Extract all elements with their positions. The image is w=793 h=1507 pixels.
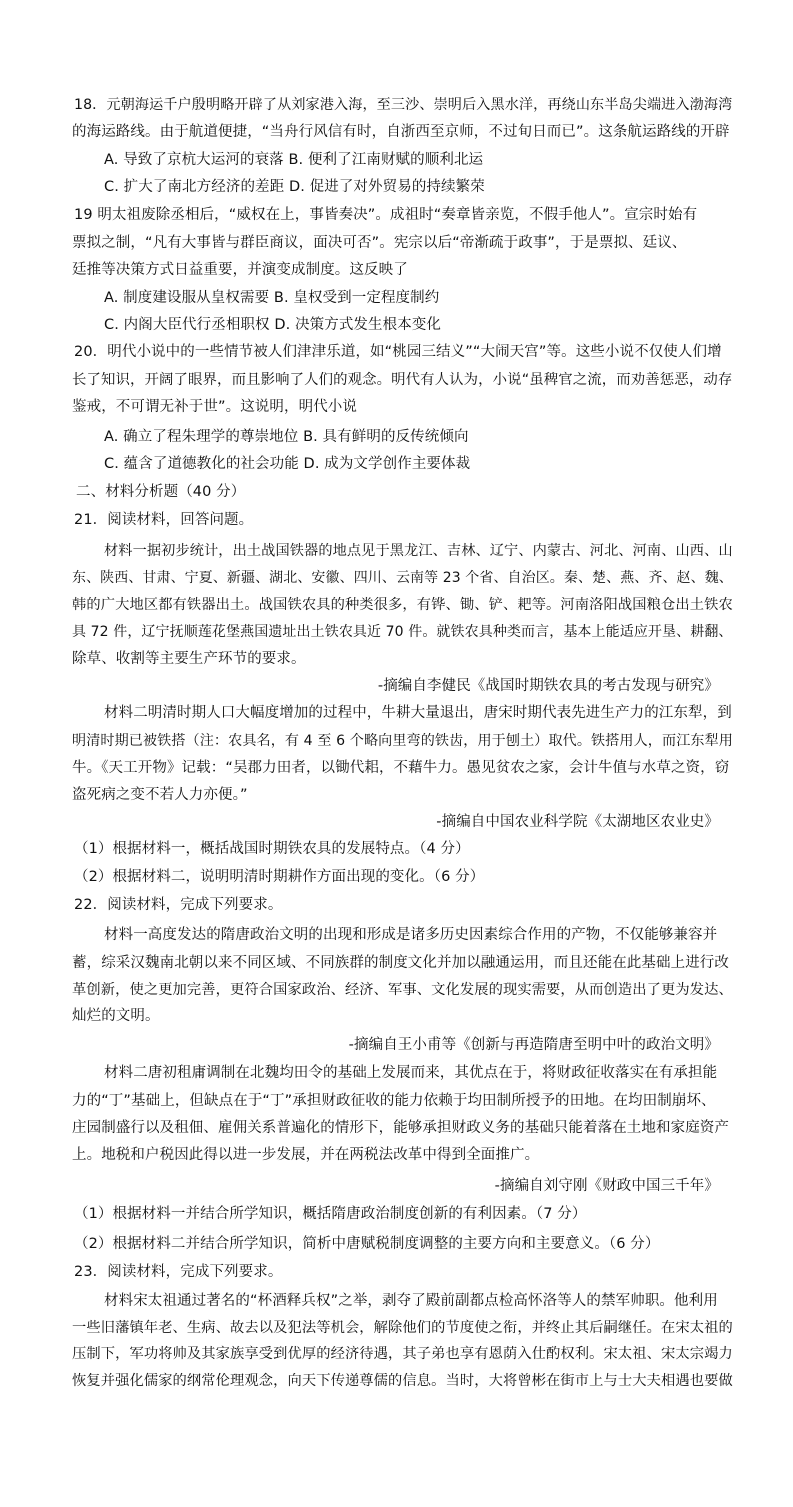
q22-source-1: -摘编自王小甫等《创新与再造隋唐至明中叶的政治文明》: [348, 1037, 719, 1053]
q18-options-cd: C. 扩大了南北方经济的差距 D. 促进了对外贸易的持续繁荣: [104, 179, 485, 195]
q22-material-1-line-2: 蓄，综采汉魏南北朝以来不同区域、不同族群的制度文化并加以融通运用，而且还能在此基础上进行改: [72, 955, 729, 971]
q22-material-1-line-4: 灿烂的文明。: [72, 1008, 160, 1024]
q18-stem-line-1: 18．元朝海运千户殷明略开辟了从刘家港入海，至三沙、崇明后入黑水洋，再绕山东半岛尖端进入渤海湾: [74, 97, 733, 113]
q22-material-2-line-4: 上。地税和户税因此得以进一步发展，并在两税法改革中得到全面推广。: [72, 1147, 540, 1163]
q21-material-2-line-1: 材料二明清时期人口大幅度增加的过程中，牛耕大量退出，唐宋时期代表先进生产力的江东犁，到: [104, 705, 732, 721]
q22-sub-question-1: （1）根据材料一并结合所学知识，概括隋唐政治制度创新的有利因素。（7 分）: [74, 1206, 587, 1222]
q23-stem: 23．阅读材料，完成下列要求。: [74, 1264, 283, 1280]
q20-stem-line-2: 长了知识，开阔了眼界，而且影响了人们的观念。明代有人认为，小说“虽稗官之流，而劝善惩恶，动存: [72, 372, 733, 388]
q20-options-cd: C. 蕴含了道德教化的社会功能 D. 成为文学创作主要体裁: [104, 456, 471, 472]
q22-material-1-line-3: 革创新，使之更加完善，更符合国家政治、经济、军事、文化发展的现实需要，从而创造出了更为发达、: [72, 982, 733, 998]
q22-material-1-line-1: 材料一高度发达的隋唐政治文明的出现和形成是诸多历史因素综合作用的产物，不仅能够兼容并: [104, 927, 718, 943]
q21-material-1-line-1: 材料一据初步统计，出土战国铁器的地点见于黑龙江、吉林、辽宁、内蒙古、河北、河南、山西、山: [104, 543, 733, 559]
q22-stem: 22．阅读材料，完成下列要求。: [74, 897, 283, 913]
q18-options-ab: A. 导致了京杭大运河的衰落 B. 便利了江南财赋的顺利北运: [104, 152, 484, 168]
q19-options-ab: A. 制度建设服从皇权需要 B. 皇权受到一定程度制约: [104, 290, 440, 306]
q20-stem-line-1: 20．明代小说中的一些情节被人们津津乐道，如“桃园三结义”“大闹天宫”等。这些小说不仅使人们增: [74, 344, 722, 360]
q21-material-1-line-3: 韩的广大地区都有铁器出土。战国铁农具的种类很多，有铧、锄、铲、耙等。河南洛阳战国粮仓出土铁农: [72, 597, 733, 613]
q21-material-2-line-3: 牛。《天工开物》记载：“吴郡力田者，以锄代耜，不藉牛力。愚见贫农之家，会计牛值与水草之资，窃: [72, 760, 730, 776]
q23-material-line-2: 一些旧藩镇年老、生病、故去以及犯法等机会，解除他们的节度使之衔，并终止其后嗣继任。在宋太祖的: [72, 1320, 733, 1336]
q22-sub-question-2: （2）根据材料二并结合所学知识，简析中唐赋税制度调整的主要方向和主要意义。（6 分）: [74, 1236, 660, 1252]
q23-material-line-1: 材料宋太祖通过著名的“杯酒释兵权”之举，剥夺了殿前副都点检高怀洛等人的禁军帅职。他利用: [104, 1293, 718, 1309]
q21-sub-question-1: （1）根据材料一，概括战国时期铁农具的发展特点。（4 分）: [74, 841, 470, 857]
q22-material-2-line-3: 庄园制盛行以及租佃、雇佣关系普遍化的情形下，能够承担财政义务的基础只能着落在土地和家庭资产: [72, 1120, 729, 1136]
q19-options-cd: C. 内阁大臣代行丞相职权 D. 决策方式发生根本变化: [104, 317, 442, 333]
q21-material-2-line-4: 盗死病之变不若人力亦便。”: [72, 787, 248, 803]
q22-material-2-line-1: 材料二唐初租庸调制在北魏均田令的基础上发展而来，其优点在于，将财政征收落实在有承担能: [104, 1065, 718, 1081]
q19-stem-line-2: 票拟之制，“凡有大事皆与群臣商议，面决可否”。宪宗以后“帝渐疏于政事”，于是票拟、廷议、: [72, 235, 687, 251]
q21-source-1: -摘编自李健民《战国时期铁农具的考古发现与研究》: [377, 678, 719, 694]
q19-stem-line-3: 廷推等决策方式日益重要，并演变成制度。这反映了: [72, 262, 408, 278]
q21-material-1-line-5: 除草、收割等主要生产环节的要求。: [72, 651, 306, 667]
q21-stem: 21．阅读材料，回答问题。: [74, 512, 254, 528]
q21-source-2: -摘编自中国农业科学院《太湖地区农业史》: [436, 814, 719, 830]
q23-material-line-3: 压制下，军功将帅及其家族享受到优厚的经济待遇，其子弟也享有恩荫入仕酌权利。宋太祖、宋太宗竭力: [72, 1346, 733, 1362]
q23-material-line-4: 恢复并强化儒家的纲常伦理观念，向天下传递尊儒的信息。当时，大将曾彬在街市上与士大夫相遇也要做: [72, 1373, 733, 1389]
q19-stem-line-1: 19 明太祖废除丞相后，“威权在上，事皆奏决”。成祖时“奏章皆亲览，不假手他人”。宣宗时始有: [74, 207, 698, 223]
q20-options-ab: A. 确立了程朱理学的尊崇地位 B. 具有鲜明的反传统倾向: [104, 429, 469, 445]
q20-stem-line-3: 鉴戒，不可谓无补于世”。这说明，明代小说: [72, 399, 358, 415]
q22-source-2: -摘编自刘守刚《财政中国三千年》: [494, 1178, 719, 1194]
q21-material-1-line-4: 具 72 件，辽宁抚顺莲花堡燕国遗址出土铁农具近 70 件。就铁农具种类而言，基本上能适应开垦、耕翻、: [72, 624, 733, 640]
section-heading: 二、材料分析题（40 分）: [76, 484, 246, 500]
q21-material-1-line-2: 东、陕西、甘肃、宁夏、新疆、湖北、安徽、四川、云南等 23 个省、自治区。秦、楚、燕、齐、赵、魏、: [72, 570, 733, 586]
q18-stem-line-2: 的海运路线。由于航道便捷，“当舟行风信有时，自浙西至京师，不过旬日而已”。这条航运路线的开辟: [72, 124, 730, 140]
q21-material-2-line-2: 明清时期已被铁搭（注：农具名，有 4 至 6 个略向里弯的铁齿，用于刨土）取代。铁搭用人，而江东犁用: [72, 733, 733, 749]
q21-sub-question-2: （2）根据材料二，说明明清时期耕作方面出现的变化。（6 分）: [74, 869, 485, 885]
q22-material-2-line-2: 力的“丁”基础上，但缺点在于“丁”承担财政征收的能力依赖于均田制所授予的田地。在均田制崩坏、: [72, 1093, 716, 1109]
